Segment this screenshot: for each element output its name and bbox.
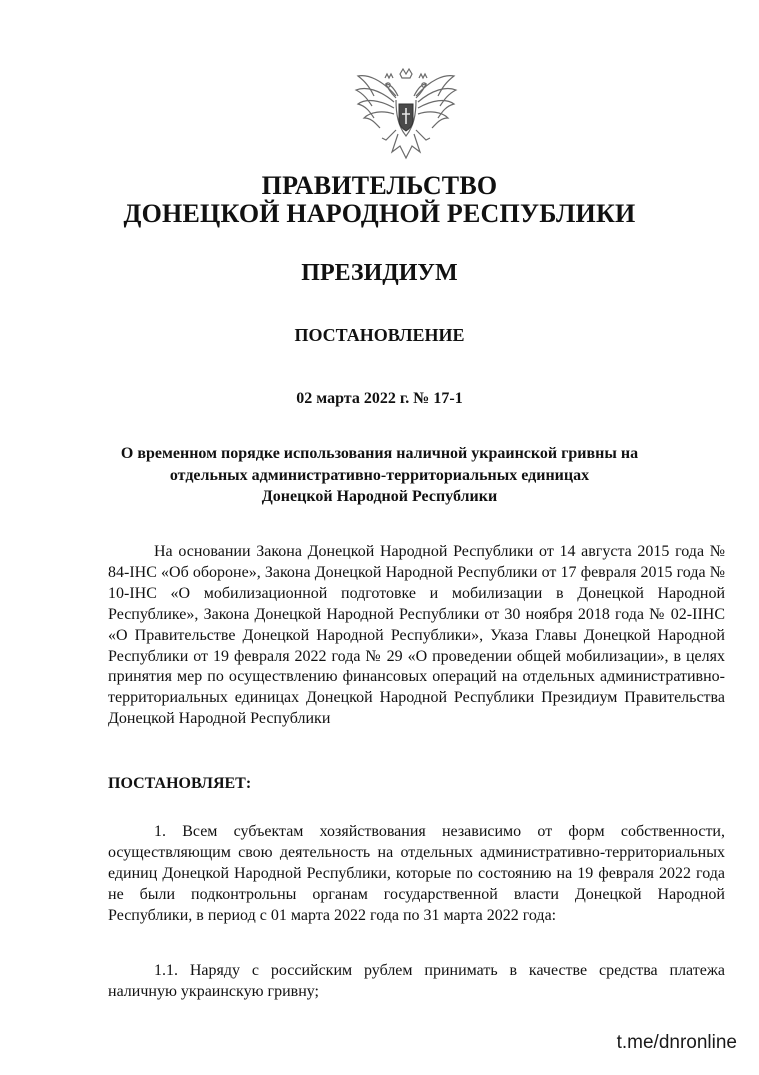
- resolves-heading: ПОСТАНОВЛЯЕТ:: [108, 775, 252, 792]
- document-type: ПОСТАНОВЛЕНИЕ: [294, 325, 465, 345]
- preamble-paragraph: На основании Закона Донецкой Народной Республики от 14 августа 2015 года № 84-IНС «Об обороне», Закона Донецкой Народной Республики от 17 февраля 2015 года № 10-IНС «О мобилизационной подготовке и мобилизации в Донецкой Народной Республике», Закона Донецкой Народной Республики от 30 ноября 2018 года № 02-IIНС «О Правительстве Донецкой Народной Республики», Указа Главы Донецкой Народной Республики от 19 февраля 2022 года № 29 «О проведении общей мобилизации», в целях принятия мер по осуществлению финансовых операций на отдельных административно-территориальных единицах Донецкой Народной Республики Президиум Правительства Донецкой Народной Республики: [108, 543, 725, 728]
- telegram-watermark: t.me/dnronline: [616, 1032, 737, 1053]
- dpr-eagle-emblem-icon: [352, 66, 460, 164]
- clause-1-1: 1.1. Наряду с российским рублем принимать в качестве средства платежа наличную украинскую гривну;: [108, 962, 725, 1000]
- clause-1: 1. Всем субъектам хозяйствования независимо от форм собственности, осуществляющим свою деятельность на отдельных административно-территориальных единиц Донецкой Народной Республики, которые по состоянию на 19 февраля 2022 года не были подконтрольны органам государственной власти Донецкой Народной Республики, в период с 01 марта 2022 года по 31 марта 2022 года:: [108, 823, 725, 924]
- subject-line-1: О временном порядке использования наличной украинской гривны на: [120, 445, 639, 462]
- subject-line-3: Донецкой Народной Республики: [261, 488, 498, 505]
- presidium-title: ПРЕЗИДИУМ: [301, 260, 458, 286]
- government-title-line-2: ДОНЕЦКОЙ НАРОДНОЙ РЕСПУБЛИКИ: [123, 199, 636, 228]
- date-number: 02 марта 2022 г. № 17-1: [296, 390, 463, 407]
- subject-line-2: отдельных административно-территориальных единицах: [169, 467, 590, 484]
- government-title-line-1: ПРАВИТЕЛЬСТВО: [261, 171, 498, 200]
